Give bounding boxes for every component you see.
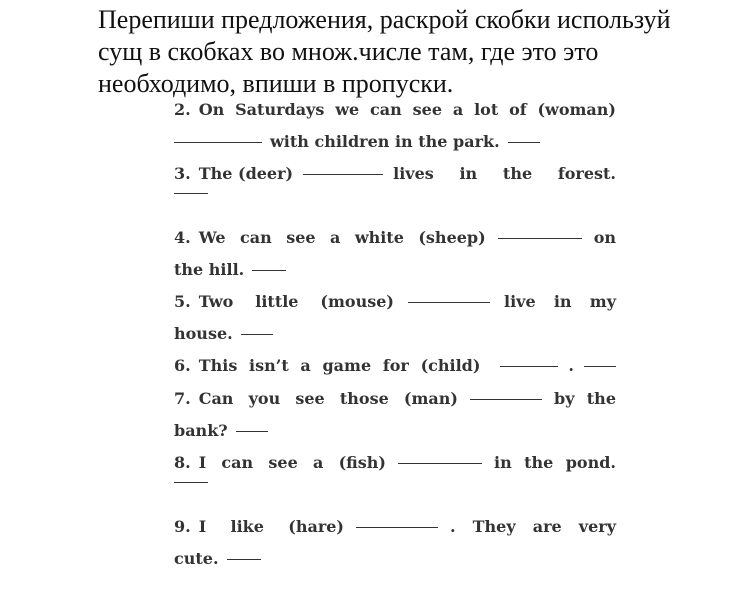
exercise-8-line-2 [174,485,616,509]
exercise-4-number: 4. [174,228,191,247]
exercise-2-text-b: with children in the park. [270,132,500,151]
exercise-3-text-a: The (deer) [198,164,294,183]
exercise-9-line-1 [174,517,616,541]
exercise-9-answer-blank[interactable] [227,558,261,560]
exercise-9-line-2 [174,549,616,573]
exercise-9-text-a: I like (hare) [198,517,344,536]
exercise-5-line-1 [174,292,616,316]
exercise-7-line-1 [174,389,616,413]
exercise-2-blank[interactable] [174,141,262,143]
exercise-2-number: 2. [174,100,191,119]
instruction-line-2: сущ в скобках во множ.числе там, где это это [98,37,599,66]
exercise-3-text-b: lives in the forest. [393,164,616,183]
exercise-3-line-1 [174,164,616,188]
exercise-3-number: 3. [174,164,191,183]
instruction-line-1: Перепиши предложения, раскрой скобки используй [98,5,671,34]
exercise-5-line-2 [174,324,616,348]
exercise-7-text-a: Can you see those (man) [198,389,458,408]
exercise-3-answer-blank[interactable] [174,192,208,194]
exercise-4-text-c: the hill. [174,260,245,279]
exercise-8-answer-blank[interactable] [174,481,208,483]
exercise-5-text-a: Two little (mouse) [198,292,394,311]
exercise-4-line-1 [174,228,616,252]
exercise-4-answer-blank[interactable] [252,269,286,271]
exercise-6-answer-blank[interactable] [584,365,616,367]
exercise-9-number: 9. [174,517,191,536]
exercise-7-line-2 [174,421,616,445]
exercise-2-text-a: On Saturdays we can see a lot of (woman) [198,100,616,119]
exercise-4-text-b: on [593,228,616,247]
exercise-7-text-b: by the [554,389,616,408]
exercise-4-blank[interactable] [498,237,582,239]
exercise-5-number: 5. [174,292,191,311]
exercise-7-blank[interactable] [470,398,542,400]
instruction-line-3: необходимо, впиши в пропуски. [98,69,454,98]
exercise-8-line-1 [174,453,616,477]
exercise-8-number: 8. [174,453,191,472]
exercise-4-line-2 [174,260,616,284]
exercise-9-blank[interactable] [356,526,438,528]
exercise-5-answer-blank[interactable] [241,333,273,335]
exercise-2-line-2 [174,132,616,156]
exercise-2-line-1 [174,100,616,124]
exercise-6-text-b: . [568,356,574,375]
exercise-5-text-b: live in my [504,292,616,311]
exercise-2-answer-blank[interactable] [508,141,540,143]
exercise-5-blank[interactable] [408,301,490,303]
exercise-4-text-a: We can see a white (sheep) [198,228,486,247]
exercise-5-text-c: house. [174,324,233,343]
exercise-9-text-c: cute. [174,549,219,568]
exercise-7-answer-blank[interactable] [236,430,268,432]
exercise-8-blank[interactable] [398,462,482,464]
exercise-3-line-2 [174,196,616,220]
exercise-6-text-a: This isn’t a game for (child) [198,356,481,375]
exercise-8-text-b: in the pond. [494,453,616,472]
exercise-8-text-a: I can see a (fish) [198,453,386,472]
exercise-9-text-b: . They are very [450,517,616,536]
exercise-3-blank[interactable] [303,173,383,175]
instruction-text [98,4,728,100]
exercise-7-text-c: bank? [174,421,228,440]
exercise-6-number: 6. [174,356,191,375]
exercise-7-number: 7. [174,389,191,408]
exercise-6-line-1 [174,356,616,380]
exercise-6-blank[interactable] [500,365,558,367]
